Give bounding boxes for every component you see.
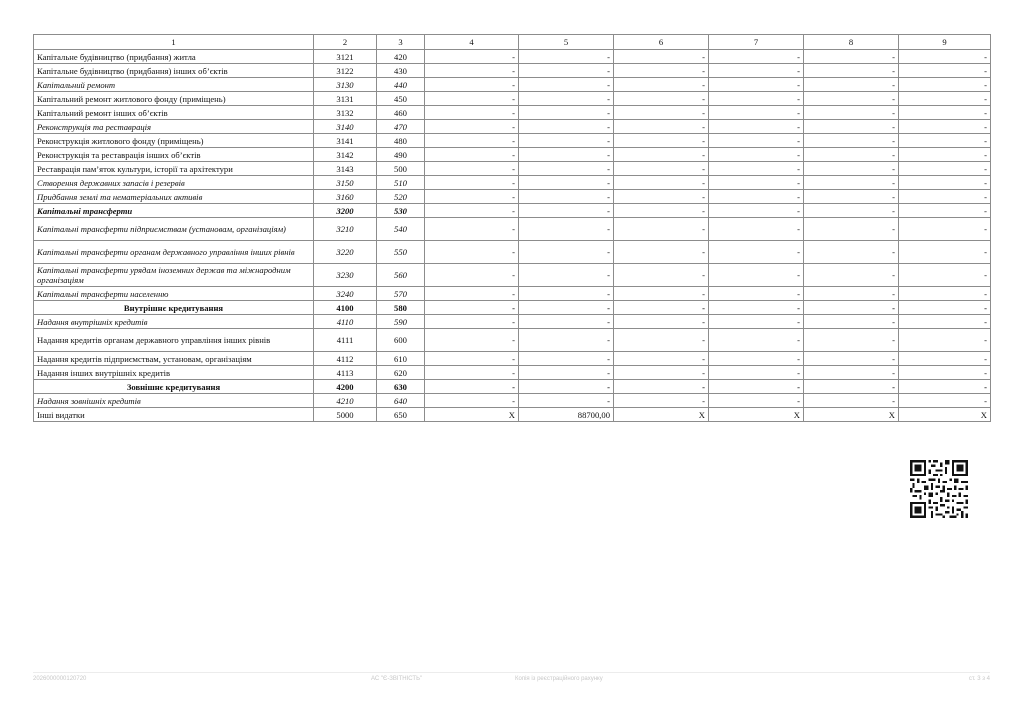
row-value: -	[804, 241, 899, 264]
row-value: X	[899, 408, 991, 422]
row-value: -	[519, 380, 614, 394]
row-code: 4200	[314, 380, 377, 394]
row-value: -	[425, 106, 519, 120]
row-value: -	[614, 162, 709, 176]
row-value: -	[899, 190, 991, 204]
row-name: Реконструкція житлового фонду (приміщень)	[34, 134, 314, 148]
row-value: -	[709, 329, 804, 352]
row-line: 620	[377, 366, 425, 380]
row-line: 630	[377, 380, 425, 394]
row-code: 3142	[314, 148, 377, 162]
row-code: 4113	[314, 366, 377, 380]
row-value: -	[614, 204, 709, 218]
column-header: 7	[709, 35, 804, 50]
row-value: 88700,00	[519, 408, 614, 422]
row-value: -	[709, 148, 804, 162]
row-value: -	[804, 148, 899, 162]
row-line: 500	[377, 162, 425, 176]
row-value: -	[614, 50, 709, 64]
row-value: -	[899, 162, 991, 176]
row-value: -	[804, 287, 899, 301]
table-row	[34, 301, 991, 315]
row-value: -	[804, 162, 899, 176]
row-value: -	[709, 301, 804, 315]
table-row	[34, 241, 991, 264]
page-footer	[33, 676, 990, 686]
row-name: Надання кредитів органам державного управління інших рівнів	[34, 329, 314, 352]
row-value: -	[614, 190, 709, 204]
row-value: -	[709, 366, 804, 380]
row-value: -	[804, 106, 899, 120]
column-header: 8	[804, 35, 899, 50]
row-value: -	[614, 106, 709, 120]
row-value: -	[899, 64, 991, 78]
row-value: -	[614, 380, 709, 394]
row-code: 3143	[314, 162, 377, 176]
row-value: -	[519, 64, 614, 78]
row-value: -	[709, 241, 804, 264]
row-value: -	[519, 106, 614, 120]
row-value: -	[709, 394, 804, 408]
row-value: -	[519, 366, 614, 380]
row-line: 540	[377, 218, 425, 241]
row-code: 4112	[314, 352, 377, 366]
report-table	[33, 34, 991, 422]
footer-page-number: ст. 3 з 4	[968, 676, 990, 682]
row-value: -	[614, 241, 709, 264]
row-code: 3132	[314, 106, 377, 120]
row-value: -	[425, 78, 519, 92]
row-value: -	[519, 329, 614, 352]
row-value: -	[804, 366, 899, 380]
row-value: -	[804, 352, 899, 366]
row-value: X	[425, 408, 519, 422]
row-name: Капітальний ремонт	[34, 78, 314, 92]
row-value: X	[614, 408, 709, 422]
row-code: 3150	[314, 176, 377, 190]
row-value: -	[899, 204, 991, 218]
row-value: -	[614, 287, 709, 301]
row-line: 530	[377, 204, 425, 218]
row-value: -	[899, 264, 991, 287]
row-code: 3121	[314, 50, 377, 64]
row-value: -	[519, 218, 614, 241]
table-row	[34, 106, 991, 120]
row-code: 3141	[314, 134, 377, 148]
row-value: -	[899, 106, 991, 120]
row-value: -	[709, 380, 804, 394]
row-code: 3122	[314, 64, 377, 78]
row-value: -	[899, 148, 991, 162]
row-value: -	[899, 366, 991, 380]
row-value: -	[519, 134, 614, 148]
row-value: -	[614, 264, 709, 287]
row-value: -	[804, 315, 899, 329]
row-code: 3230	[314, 264, 377, 287]
row-value: -	[519, 120, 614, 134]
row-value: -	[709, 120, 804, 134]
row-value: -	[804, 264, 899, 287]
row-value: -	[519, 352, 614, 366]
row-name: Капітальні трансферти органам державного управління інших рівнів	[34, 241, 314, 264]
row-value: -	[519, 264, 614, 287]
row-name: Інші видатки	[34, 408, 314, 422]
row-name: Внутрішнє кредитування	[34, 301, 314, 315]
row-name: Капітальне будівництво (придбання) житла	[34, 50, 314, 64]
row-value: -	[899, 78, 991, 92]
row-name: Створення державних запасів і резервів	[34, 176, 314, 190]
row-value: -	[804, 120, 899, 134]
row-value: -	[519, 50, 614, 64]
row-value: -	[614, 78, 709, 92]
row-name: Капітальні трансферти населенню	[34, 287, 314, 301]
row-name: Капітальні трансферти підприємствам (установам, організаціям)	[34, 218, 314, 241]
row-value: -	[899, 380, 991, 394]
table-row	[34, 78, 991, 92]
row-value: -	[425, 241, 519, 264]
row-value: -	[709, 264, 804, 287]
row-name: Надання внутрішніх кредитів	[34, 315, 314, 329]
row-value: -	[614, 315, 709, 329]
column-header: 3	[377, 35, 425, 50]
row-value: -	[614, 394, 709, 408]
row-name: Надання інших внутрішніх кредитів	[34, 366, 314, 380]
table-row	[34, 352, 991, 366]
row-name: Капітальний ремонт інших об’єктів	[34, 106, 314, 120]
row-value: -	[519, 176, 614, 190]
row-line: 560	[377, 264, 425, 287]
row-code: 3140	[314, 120, 377, 134]
table-row	[34, 394, 991, 408]
row-value: -	[709, 218, 804, 241]
row-line: 440	[377, 78, 425, 92]
column-header: 9	[899, 35, 991, 50]
column-header: 6	[614, 35, 709, 50]
row-line: 550	[377, 241, 425, 264]
table-row	[34, 329, 991, 352]
row-value: -	[425, 64, 519, 78]
row-line: 510	[377, 176, 425, 190]
row-value: -	[804, 394, 899, 408]
table-row	[34, 50, 991, 64]
row-value: -	[709, 204, 804, 218]
row-code: 4111	[314, 329, 377, 352]
row-value: -	[709, 106, 804, 120]
table-row	[34, 92, 991, 106]
footer-doc-id: 2026000000120720	[33, 676, 87, 682]
row-value: -	[899, 352, 991, 366]
row-value: -	[425, 120, 519, 134]
row-value: -	[614, 134, 709, 148]
row-value: -	[425, 366, 519, 380]
row-name: Зовнішнє кредитування	[34, 380, 314, 394]
row-value: -	[709, 352, 804, 366]
row-line: 460	[377, 106, 425, 120]
row-value: -	[804, 380, 899, 394]
row-value: -	[519, 241, 614, 264]
column-header: 2	[314, 35, 377, 50]
footer-system: АС "Є-ЗВІТНІСТЬ"	[371, 676, 423, 682]
row-value: -	[519, 315, 614, 329]
row-value: -	[519, 204, 614, 218]
row-value: -	[614, 218, 709, 241]
row-value: -	[709, 162, 804, 176]
row-code: 3130	[314, 78, 377, 92]
row-value: -	[425, 287, 519, 301]
row-name: Капітальні трансферти	[34, 204, 314, 218]
row-code: 3240	[314, 287, 377, 301]
row-value: -	[425, 352, 519, 366]
row-line: 520	[377, 190, 425, 204]
row-value: -	[425, 315, 519, 329]
table-row	[34, 408, 991, 422]
row-name: Реконструкція та реставрація інших об’єктів	[34, 148, 314, 162]
row-value: -	[804, 204, 899, 218]
row-value: -	[519, 78, 614, 92]
row-value: -	[519, 148, 614, 162]
table-row	[34, 366, 991, 380]
row-value: -	[519, 394, 614, 408]
row-value: X	[804, 408, 899, 422]
table-row	[34, 218, 991, 241]
row-value: -	[425, 218, 519, 241]
row-value: -	[614, 366, 709, 380]
row-code: 3210	[314, 218, 377, 241]
column-header: 5	[519, 35, 614, 50]
row-name: Капітальне будівництво (придбання) інших об’єктів	[34, 64, 314, 78]
row-line: 490	[377, 148, 425, 162]
row-line: 420	[377, 50, 425, 64]
row-value: -	[425, 162, 519, 176]
row-value: -	[425, 148, 519, 162]
table-row	[34, 120, 991, 134]
row-value: -	[519, 162, 614, 176]
row-value: -	[899, 315, 991, 329]
row-value: -	[804, 78, 899, 92]
row-value: -	[899, 50, 991, 64]
row-code: 3131	[314, 92, 377, 106]
row-value: X	[709, 408, 804, 422]
row-value: -	[425, 134, 519, 148]
row-value: -	[709, 176, 804, 190]
row-value: -	[709, 190, 804, 204]
row-value: -	[614, 120, 709, 134]
column-header: 4	[425, 35, 519, 50]
row-value: -	[425, 380, 519, 394]
table-row	[34, 315, 991, 329]
row-value: -	[425, 92, 519, 106]
row-line: 590	[377, 315, 425, 329]
table-row	[34, 148, 991, 162]
row-line: 650	[377, 408, 425, 422]
row-name: Капітальний ремонт житлового фонду (приміщень)	[34, 92, 314, 106]
table-row	[34, 134, 991, 148]
row-value: -	[804, 64, 899, 78]
table-row	[34, 176, 991, 190]
row-code: 4100	[314, 301, 377, 315]
row-name: Надання зовнішніх кредитів	[34, 394, 314, 408]
row-code: 5000	[314, 408, 377, 422]
row-name: Придбання землі та нематеріальних активів	[34, 190, 314, 204]
row-value: -	[804, 176, 899, 190]
row-name: Реконструкція та реставрація	[34, 120, 314, 134]
row-value: -	[899, 287, 991, 301]
footer-divider	[33, 672, 990, 673]
row-value: -	[519, 190, 614, 204]
row-value: -	[709, 134, 804, 148]
row-value: -	[899, 329, 991, 352]
row-value: -	[425, 329, 519, 352]
row-value: -	[804, 218, 899, 241]
row-line: 610	[377, 352, 425, 366]
row-line: 580	[377, 301, 425, 315]
row-value: -	[425, 301, 519, 315]
row-line: 570	[377, 287, 425, 301]
row-name: Надання кредитів підприємствам, установам, організаціям	[34, 352, 314, 366]
table-row	[34, 190, 991, 204]
row-name: Капітальні трансферти урядам іноземних держав та міжнародним організаціям	[34, 264, 314, 287]
row-line: 430	[377, 64, 425, 78]
table-row	[34, 380, 991, 394]
row-line: 600	[377, 329, 425, 352]
row-code: 3160	[314, 190, 377, 204]
row-name: Реставрація пам’яток культури, історії та архітектури	[34, 162, 314, 176]
row-value: -	[614, 329, 709, 352]
row-value: -	[614, 148, 709, 162]
row-code: 4210	[314, 394, 377, 408]
row-value: -	[899, 218, 991, 241]
row-value: -	[804, 92, 899, 106]
row-line: 470	[377, 120, 425, 134]
row-value: -	[425, 264, 519, 287]
table-row	[34, 204, 991, 218]
row-value: -	[709, 50, 804, 64]
row-value: -	[709, 287, 804, 301]
table-row	[34, 287, 991, 301]
row-value: -	[899, 134, 991, 148]
row-value: -	[709, 92, 804, 106]
row-value: -	[614, 176, 709, 190]
row-value: -	[899, 176, 991, 190]
row-code: 4110	[314, 315, 377, 329]
row-value: -	[899, 394, 991, 408]
row-value: -	[899, 241, 991, 264]
row-code: 3220	[314, 241, 377, 264]
column-header: 1	[34, 35, 314, 50]
row-value: -	[899, 92, 991, 106]
row-value: -	[425, 394, 519, 408]
row-value: -	[614, 301, 709, 315]
row-line: 480	[377, 134, 425, 148]
row-value: -	[519, 92, 614, 106]
row-value: -	[614, 352, 709, 366]
row-value: -	[519, 301, 614, 315]
row-code: 3200	[314, 204, 377, 218]
row-value: -	[804, 190, 899, 204]
row-value: -	[425, 204, 519, 218]
qr-code-icon	[910, 460, 968, 518]
row-value: -	[709, 78, 804, 92]
row-value: -	[899, 301, 991, 315]
table-row	[34, 162, 991, 176]
row-value: -	[425, 50, 519, 64]
row-value: -	[614, 64, 709, 78]
table-row	[34, 264, 991, 287]
footer-note: Копія із реєстраційного рахунку	[515, 676, 603, 682]
row-value: -	[614, 92, 709, 106]
row-value: -	[709, 315, 804, 329]
row-value: -	[425, 176, 519, 190]
table-row	[34, 64, 991, 78]
row-line: 640	[377, 394, 425, 408]
row-value: -	[899, 120, 991, 134]
row-value: -	[804, 329, 899, 352]
row-value: -	[804, 301, 899, 315]
table-header-row	[34, 35, 991, 50]
row-value: -	[804, 134, 899, 148]
row-value: -	[425, 190, 519, 204]
row-value: -	[519, 287, 614, 301]
row-value: -	[804, 50, 899, 64]
row-value: -	[709, 64, 804, 78]
row-line: 450	[377, 92, 425, 106]
